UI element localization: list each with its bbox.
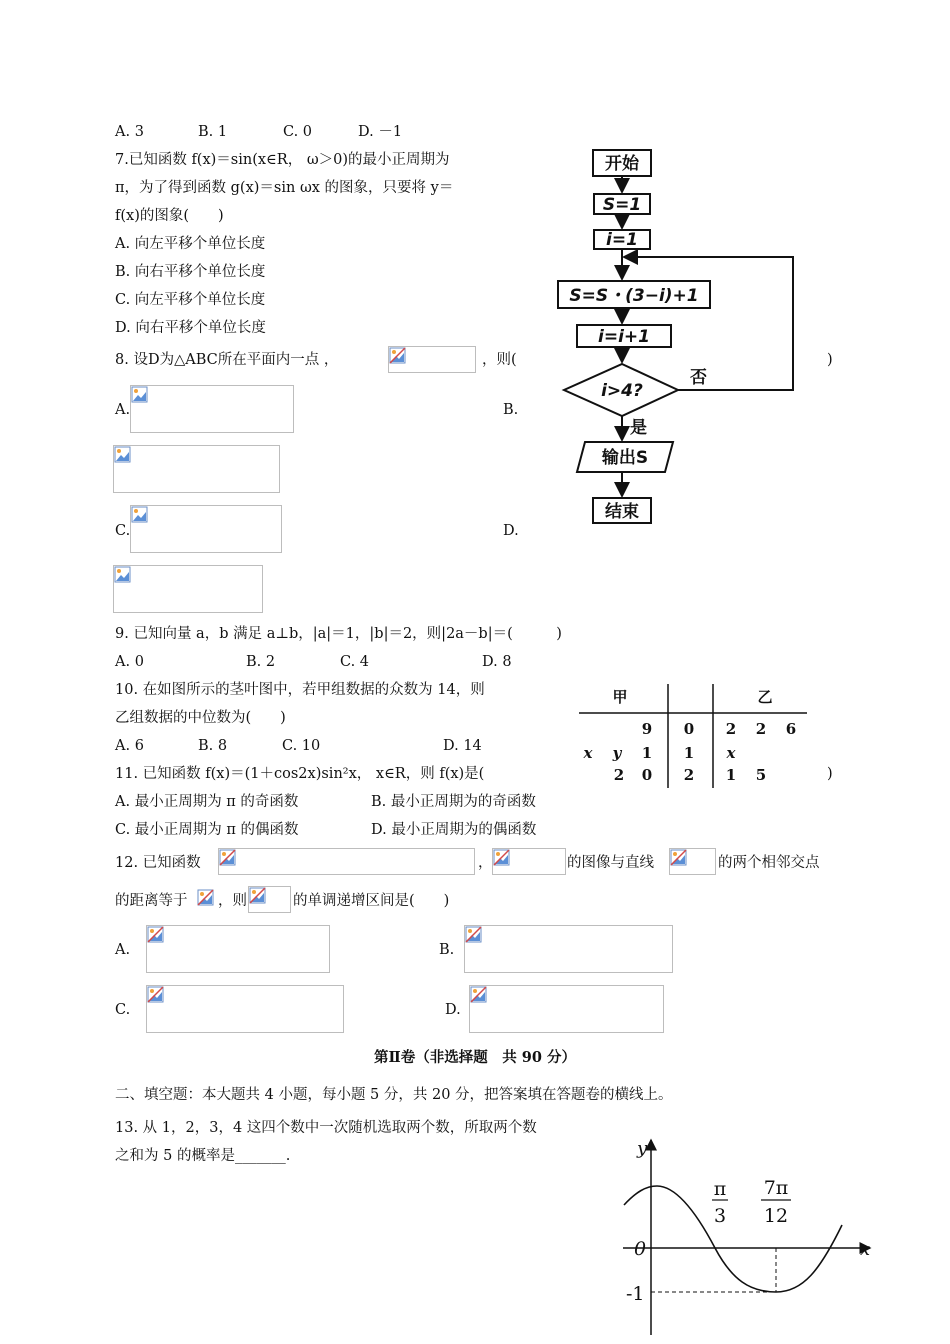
sine-curve	[624, 1186, 842, 1292]
broken-image-icon	[114, 566, 131, 583]
flow-cond-text: i>4?	[601, 381, 643, 401]
stem-leaf-stem: 1	[683, 744, 695, 762]
min-label: -1	[626, 1283, 645, 1305]
stem-leaf-left-leaf: 2	[613, 766, 625, 784]
q8-label-b: B.	[503, 402, 519, 418]
q6-option-a: A. 3	[115, 124, 144, 140]
broken-image-icon	[670, 849, 687, 866]
broken-image-icon	[147, 926, 164, 943]
broken-image-icon	[493, 849, 510, 866]
q6-option-b: B. 1	[198, 124, 228, 140]
stem-leaf-left-leaf: y	[612, 744, 622, 762]
q8-label-d: D.	[503, 523, 519, 539]
flow-end-text: 结束	[605, 502, 639, 522]
q7-line3: f(x)的图象( )	[115, 208, 224, 224]
fill-in-instructions: 二、填空题：本大题共 4 小题，每小题 5 分，共 20 分，把答案填在答题卷的横线上。	[115, 1087, 673, 1103]
q7-option-b: B. 向右平移个单位长度	[115, 264, 266, 280]
q9-option-b: B. 2	[246, 654, 276, 670]
q8-label-a: A.	[115, 402, 131, 418]
q9-option-d: D. 8	[482, 654, 512, 670]
tick2-numerator: 7π	[763, 1177, 789, 1199]
broken-image-icon	[465, 926, 482, 943]
q11-stem-end: )	[827, 766, 833, 782]
stem-leaf-left-leaf: 0	[641, 766, 653, 784]
q7-option-d: D. 向右平移个单位长度	[115, 320, 266, 336]
q12-label-c: C.	[115, 1002, 131, 1018]
stem-leaf-right-header: 乙	[757, 688, 773, 706]
q11-option-a: A. 最小正周期为 π 的奇函数	[115, 794, 299, 810]
q12-part5: 的距离等于	[115, 893, 188, 909]
q11-stem: 11. 已知函数 f(x)＝(1＋cos2x)sin²x， x∈R，则 f(x)是(	[115, 766, 485, 782]
q12-part3: 的图像与直线	[567, 855, 654, 871]
broken-image-icon	[389, 347, 406, 364]
q10-line2: 乙组数据的中位数为( )	[115, 710, 286, 726]
q12-option-a-image	[146, 925, 330, 973]
q12-part2: ，	[478, 855, 493, 871]
x-axis-label: x	[860, 1239, 871, 1260]
q12-option-b-image	[464, 925, 673, 973]
q12-option-c-image	[146, 985, 344, 1033]
broken-image-icon	[219, 849, 236, 866]
q12-part6: ，则	[218, 893, 247, 909]
q9-option-a: A. 0	[115, 654, 144, 670]
q8-option-b-image	[113, 445, 280, 493]
q8-stem-end: )	[827, 352, 833, 368]
q8-option-c-image	[130, 505, 282, 553]
section-ii-title: 第Ⅱ卷（非选择题 共 90 分）	[374, 1049, 576, 1066]
q11-option-c: C. 最小正周期为 π 的偶函数	[115, 822, 299, 838]
flow-no-label: 否	[690, 368, 707, 388]
flow-start-text: 开始	[605, 154, 639, 174]
q10-option-a: A. 6	[115, 738, 144, 754]
q8-formula-image	[388, 346, 476, 373]
q7-line2: π，为了得到函数 g(x)＝sin ωx 的图象，只要将 y＝	[115, 180, 454, 196]
q6-option-c: C. 0	[283, 124, 313, 140]
q8-stem: 8. 设D为△ABC所在平面内一点 ，	[115, 352, 339, 368]
q10-option-c: C. 10	[282, 738, 321, 754]
q12-function-image	[218, 848, 475, 875]
broken-image-icon	[131, 386, 148, 403]
q10-option-b: B. 8	[198, 738, 228, 754]
broken-image-icon	[147, 986, 164, 1003]
q11-option-d: D. 最小正周期为的偶函数	[371, 822, 537, 838]
flow-i-init-text: i=1	[606, 230, 638, 250]
tick1-numerator: π	[713, 1178, 727, 1200]
q7-option-a: A. 向左平移个单位长度	[115, 236, 266, 252]
stem-leaf-right-leaf: 1	[725, 766, 737, 784]
q9-option-c: C. 4	[340, 654, 370, 670]
q12-part1: 12. 已知函数	[115, 855, 201, 871]
q7-option-c: C. 向左平移个单位长度	[115, 292, 266, 308]
q12-label-a: A.	[115, 942, 131, 958]
q12-label-b: B.	[439, 942, 455, 958]
stem-leaf-right-leaf: 2	[755, 720, 767, 738]
q8-stem-tail: ，则(	[482, 352, 517, 368]
flow-s-init-text: S=1	[602, 195, 642, 215]
q13-line2: 之和为 5 的概率是_______.	[115, 1148, 291, 1164]
q12-distance-image	[197, 889, 217, 911]
y-axis-label: y	[637, 1138, 648, 1159]
stem-leaf-right-leaf: 6	[785, 720, 797, 738]
q8-label-c: C.	[115, 523, 131, 539]
q12-part4: 的两个相邻交点	[718, 855, 820, 871]
q6-option-d: D. －1	[358, 124, 403, 140]
q12-line-image	[669, 848, 716, 875]
stem-leaf-right-leaf: x	[726, 744, 736, 762]
stem-leaf-right-leaf: 5	[755, 766, 767, 784]
broken-image-icon	[131, 506, 148, 523]
tick2-denominator: 12	[763, 1205, 789, 1227]
stem-leaf-right-leaf: 2	[725, 720, 737, 738]
broken-image-icon	[197, 889, 214, 906]
sine-graph	[620, 1130, 880, 1335]
broken-image-icon	[114, 446, 131, 463]
q12-label-d: D.	[445, 1002, 461, 1018]
q12-part7: 的单调递增区间是( )	[293, 893, 450, 909]
q9-stem: 9. 已知向量 a，b 满足 a⊥b，|a|＝1，|b|＝2，则|2a－b|＝( )	[115, 626, 562, 642]
stem-leaf-left-leaf: 1	[641, 744, 653, 762]
q8-option-a-image	[130, 385, 294, 433]
flowchart	[545, 140, 805, 532]
stem-leaf-left-header: 甲	[612, 688, 628, 706]
q13-line1: 13. 从 1，2，3，4 这四个数中一次随机选取两个数，所取两个数	[115, 1120, 537, 1136]
flow-output-text: 输出S	[601, 448, 649, 468]
q11-option-b: B. 最小正周期为的奇函数	[371, 794, 536, 810]
q12-fx-image	[248, 886, 291, 913]
stem-leaf-left-leaf: x	[583, 744, 593, 762]
stem-leaf-stem: 0	[683, 720, 695, 738]
q8-option-d-image	[113, 565, 263, 613]
q7-line1: 7.已知函数 f(x)＝sin(x∈R， ω＞0)的最小正周期为	[115, 152, 450, 168]
tick1-denominator: 3	[713, 1205, 727, 1227]
flow-yes-label: 是	[630, 418, 647, 438]
q12-condition-image	[492, 848, 566, 875]
stem-leaf-left-leaf: 9	[641, 720, 653, 738]
flow-update-text: S=S・(3−i)+1	[569, 286, 699, 306]
stem-leaf-diagram	[575, 680, 810, 790]
q10-option-d: D. 14	[443, 738, 482, 754]
q12-option-d-image	[469, 985, 664, 1033]
stem-leaf-stem: 2	[683, 766, 695, 784]
origin-label: 0	[634, 1238, 647, 1260]
q10-line1: 10. 在如图所示的茎叶图中，若甲组数据的众数为 14，则	[115, 682, 485, 698]
broken-image-icon	[249, 887, 266, 904]
flow-incr-text: i=i+1	[598, 327, 650, 347]
broken-image-icon	[470, 986, 487, 1003]
